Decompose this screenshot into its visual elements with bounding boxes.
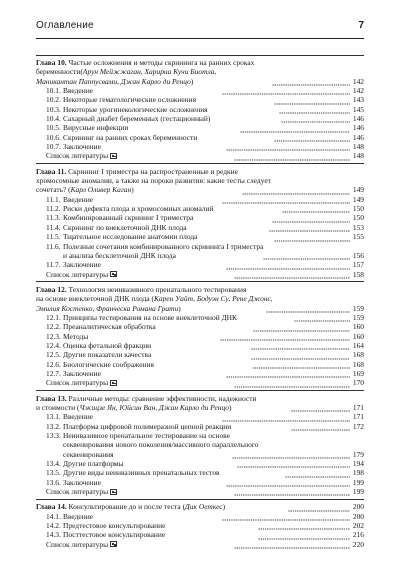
page-ref: 146 <box>352 114 365 124</box>
page-ref: 179 <box>352 449 365 459</box>
page-ref: 168 <box>352 359 365 369</box>
page-ref: 153 <box>352 222 365 232</box>
page-ref: 160 <box>352 322 364 332</box>
section-title: Биологические соображения <box>63 359 154 369</box>
toc-section-12-6[interactable] <box>36 360 364 369</box>
section-number: 10.3. <box>46 104 61 114</box>
toc-section-13-4[interactable] <box>36 459 364 468</box>
section-title: Вирусные инфекции <box>63 123 129 133</box>
page-ref: 171 <box>352 402 364 412</box>
chapter-title-text: Различные методы: сравнение эффективности, надежности <box>68 393 257 403</box>
toc-section-12-4[interactable] <box>36 341 364 350</box>
page-ref: 199 <box>352 487 365 497</box>
section-number: 11.5. <box>46 232 61 242</box>
dot-leader <box>274 135 350 142</box>
qr-code-icon <box>110 541 117 547</box>
authors-paren-open: ( <box>180 502 186 512</box>
toc-line-with-page <box>36 77 364 86</box>
toc-section-11-1[interactable] <box>36 195 364 204</box>
dot-leader <box>274 98 350 105</box>
chapter-authors-line <box>36 77 271 86</box>
section-body <box>63 242 364 261</box>
toc-section-10-3[interactable] <box>36 105 364 114</box>
dot-leader <box>294 315 350 322</box>
toc-section-10-4[interactable] <box>36 114 364 123</box>
section-number: 12.4. <box>46 340 61 350</box>
section-title: Другие платформы <box>63 459 124 469</box>
dot-leader <box>237 461 350 468</box>
dot-leader <box>222 88 350 95</box>
section-title: Тщательное исследование анатомии плода <box>63 232 198 242</box>
dot-leader <box>232 452 350 459</box>
page-ref: 198 <box>352 468 364 478</box>
chapter-authors: Эмилия Костенко, Франческа Романа Грати <box>36 303 179 313</box>
toc-section-10-7[interactable] <box>36 142 364 151</box>
dot-leader <box>266 306 350 313</box>
toc-section-12-1[interactable] <box>36 313 364 322</box>
page-ref: 160 <box>352 331 365 341</box>
toc-section-12-2[interactable] <box>36 322 364 331</box>
chapter-authors: Дик Оеткес <box>185 502 223 512</box>
page-ref: 156 <box>352 250 365 260</box>
authors-paren-close: ) <box>229 402 232 412</box>
authors-paren-open: ( <box>66 185 71 195</box>
section-title: Скрининг по внеклеточной ДНК плода <box>63 222 187 232</box>
section-number: 10.4. <box>46 114 61 124</box>
running-header <box>36 20 364 36</box>
page-ref: 157 <box>352 260 364 270</box>
dot-leader <box>242 188 350 195</box>
authors-paren-open: ( <box>149 294 154 304</box>
chapter-rule <box>36 390 364 391</box>
dot-leader <box>285 471 350 478</box>
dot-leader <box>258 523 350 530</box>
section-number: 12.6. <box>46 359 61 369</box>
section-title: Комбинированный скрининг I триместра <box>63 213 194 223</box>
section-title: Заключение <box>63 260 101 270</box>
references-label <box>46 540 233 549</box>
toc-section-13-1[interactable] <box>36 412 364 421</box>
qr-code-icon <box>110 153 117 159</box>
dot-leader <box>251 343 350 350</box>
chapter-label: Глава 13. <box>36 393 67 403</box>
dot-leader <box>282 206 350 213</box>
dot-leader <box>272 79 350 86</box>
page-ref: 150 <box>352 213 364 223</box>
dot-leader <box>234 489 350 496</box>
chapter-title-line <box>36 58 364 67</box>
toc-references-ch13[interactable] <box>36 487 364 496</box>
chapter-title-text: сочетать? <box>36 185 67 195</box>
section-title: Заключение <box>63 368 101 378</box>
section-title: Некоторые гематологические осложнения <box>63 95 197 105</box>
dot-leader <box>253 325 350 332</box>
dot-leader <box>226 144 350 151</box>
toc-section-13-6[interactable] <box>36 478 364 487</box>
section-number: 13.5. <box>46 468 61 478</box>
page-ref: 168 <box>352 350 365 360</box>
section-number: 14.2. <box>46 521 61 531</box>
toc-section-11-5[interactable] <box>36 232 364 241</box>
dot-leader <box>240 126 350 133</box>
toc-section-11-2[interactable] <box>36 204 364 213</box>
page-ref: 142 <box>352 76 364 86</box>
chapter-rule <box>36 499 364 500</box>
section-title: Некоторые урогинекологические осложнения <box>63 104 208 114</box>
page-ref: 159 <box>352 303 364 313</box>
chapter-title-wrap <box>36 294 364 303</box>
chapter-title-line <box>36 185 241 194</box>
chapter-title-text: Частые осложнения и методы скрининга на ранних сроках <box>68 57 255 67</box>
chapter-label: Глава 12. <box>36 284 67 294</box>
section-title-line: и анализа бесклеточной ДНК плода <box>63 250 176 260</box>
page-ref: 171 <box>352 412 365 422</box>
toc-section-10-5[interactable] <box>36 123 364 132</box>
toc-references-ch11[interactable] <box>36 270 364 279</box>
chapter-label: Глава 11. <box>36 166 67 176</box>
section-number: 11.3. <box>46 213 61 223</box>
toc-section-14-2[interactable] <box>36 521 364 530</box>
chapter-title-line <box>36 167 364 176</box>
toc-section-11-6[interactable] <box>36 242 364 261</box>
dot-leader <box>251 353 350 360</box>
section-title-line: Неинвазивное пренатальное тестирование на основе <box>63 431 230 440</box>
page-ref: 159 <box>352 312 364 322</box>
authors-paren-close: ) <box>222 502 226 512</box>
section-number: 12.1. <box>46 312 61 322</box>
toc-section-13-2[interactable] <box>36 422 364 431</box>
chapter-authors: Чжицзе Ян, Юйсин Ван, Джан Карло ди Ренцо <box>79 402 230 412</box>
references-label <box>46 270 233 279</box>
chapter-title-text: на основе внеклеточной ДНК плода <box>36 294 150 304</box>
chapter-title-text: хромосомные аномалии, а также на пороки развития: какие тесты следует <box>36 176 271 186</box>
chapter-title-wrap <box>36 67 364 76</box>
toc-line-with-page <box>36 502 364 511</box>
dot-leader <box>281 116 350 123</box>
section-number: 12.7. <box>46 368 61 378</box>
toc-line-with-page <box>36 185 364 194</box>
section-number: 12.2. <box>46 322 61 332</box>
dot-leader <box>226 480 350 487</box>
toc-section-14-1[interactable] <box>36 512 364 521</box>
section-number: 10.7. <box>46 142 61 152</box>
chapter-authors: Карл Оливер Каган <box>70 185 132 195</box>
toc-chapter-ch11[interactable] <box>36 167 364 279</box>
chapter-rule <box>36 163 364 164</box>
page-ref: 145 <box>352 104 365 114</box>
section-number: 10.6. <box>46 132 61 142</box>
chapter-title-text: беременности <box>36 67 81 77</box>
dot-leader <box>222 415 350 422</box>
dot-leader <box>234 542 350 549</box>
section-number: 13.2. <box>46 421 61 431</box>
page-ref: 164 <box>352 340 365 350</box>
chapter-title-line <box>36 294 273 303</box>
toc-line-with-page <box>36 403 364 412</box>
page-ref: 146 <box>352 123 365 133</box>
toc-section-13-5[interactable] <box>36 468 364 477</box>
dot-leader <box>274 235 350 242</box>
section-title-line: секвенирования нового поколения/массивного параллельного <box>63 440 259 450</box>
page-ref: 155 <box>352 232 364 242</box>
section-title: Введение <box>63 194 93 204</box>
toc-chapter-ch12[interactable] <box>36 285 364 388</box>
chapter-authors: Карен Уайт, Бодуэн Су, Рене Джонс, <box>153 294 273 304</box>
page-ref: 172 <box>352 421 365 431</box>
section-title: Сахарный диабет беременных (гестационный) <box>63 114 211 124</box>
chapter-rule <box>36 55 364 56</box>
section-title: Скрининг на ранних сроках беременности <box>63 132 198 142</box>
section-number: 11.1. <box>46 194 61 204</box>
section-number: 11.4. <box>46 222 61 232</box>
toc-section-12-3[interactable] <box>36 332 364 341</box>
chapter-title-line <box>36 176 364 185</box>
page-ref: 220 <box>352 539 365 549</box>
references-label <box>46 378 233 387</box>
section-number: 10.5. <box>46 123 61 133</box>
section-number: 10.1. <box>46 86 61 96</box>
page-ref: 149 <box>352 194 365 204</box>
dot-leader <box>220 334 350 341</box>
section-number: 13.1. <box>46 412 61 422</box>
section-title: Предтестовое консультирование <box>63 521 166 531</box>
section-title-line: Полезные сочетания комбинированного скрининга I триместра <box>63 241 264 251</box>
toc-chapter-ch14[interactable] <box>36 502 364 549</box>
page-number: 7 <box>358 20 364 31</box>
chapter-title-line <box>36 403 290 412</box>
page-ref: 202 <box>352 521 365 531</box>
toc-section-10-6[interactable] <box>36 133 364 142</box>
page-ref: 199 <box>352 477 364 487</box>
dot-leader <box>288 505 350 512</box>
toc-section-13-3[interactable] <box>36 431 364 459</box>
section-number: 14.3. <box>46 530 61 540</box>
qr-code-icon <box>110 380 117 386</box>
dot-leader <box>226 263 350 270</box>
qr-code-icon <box>110 489 117 495</box>
toc-section-11-3[interactable] <box>36 213 364 222</box>
toc-chapter-ch13[interactable] <box>36 394 364 497</box>
chapter-title-text: Технология неинвазивного пренатального тестирования <box>68 284 247 294</box>
toc-section-11-7[interactable] <box>36 260 364 269</box>
authors-paren-close: ) <box>131 185 134 195</box>
page-ref: 169 <box>352 368 364 378</box>
section-title: Принципы тестирования на основе внеклеточной ДНК <box>63 312 237 322</box>
chapter-title-text: и стоимости <box>36 402 76 412</box>
toc-references-ch14[interactable] <box>36 540 364 549</box>
page-ref: 146 <box>352 132 364 142</box>
authors-paren-open: ( <box>75 402 80 412</box>
dot-leader <box>258 533 350 540</box>
page-ref: 194 <box>352 459 365 469</box>
references-label <box>46 487 233 496</box>
page-ref: 149 <box>352 185 365 195</box>
chapter-title-line <box>36 502 287 511</box>
chapter-label: Глава 14. <box>36 502 67 512</box>
page-ref: 150 <box>352 204 365 214</box>
chapter-title-text: Скрининг I триместра на распространенные и редкие <box>68 166 238 176</box>
dot-leader <box>291 405 350 412</box>
dot-leader <box>272 216 350 223</box>
references-text: Список литературы <box>46 269 109 279</box>
toc-references-ch10[interactable] <box>36 151 364 160</box>
toc-section-10-2[interactable] <box>36 95 364 104</box>
page-ref: 148 <box>352 142 364 152</box>
page-ref: 148 <box>352 151 365 161</box>
section-title: Заключение <box>63 142 101 152</box>
dot-leader <box>252 362 350 369</box>
references-text: Список литературы <box>46 539 109 549</box>
section-number: 11.7. <box>46 260 61 270</box>
chapter-authors: Маникантан Паппусвами, Джан Карло ди Ренцо <box>36 76 191 86</box>
section-number: 11.6. <box>46 241 61 251</box>
authors-paren-open: ( <box>80 67 83 77</box>
toc-section-12-7[interactable] <box>36 369 364 378</box>
authors-paren-close: ) <box>190 76 194 86</box>
section-title: Введение <box>63 86 93 96</box>
references-text: Список литературы <box>46 378 109 388</box>
section-number: 12.3. <box>46 331 61 341</box>
references-label <box>46 151 233 160</box>
table-of-contents <box>36 52 364 550</box>
dot-leader <box>291 424 350 431</box>
toc-section-11-4[interactable] <box>36 223 364 232</box>
dot-leader <box>234 272 350 279</box>
section-title: Посттестовое консультирование <box>63 530 166 540</box>
chapter-authors-line <box>36 304 265 313</box>
chapter-rule <box>36 281 364 282</box>
chapter-title-text: Консультирование до и после теста <box>68 502 181 512</box>
section-title: Методы <box>63 331 89 341</box>
toc-references-ch12[interactable] <box>36 378 364 387</box>
running-header-title: Оглавление <box>36 20 94 31</box>
section-title: Оценка фетальной фракции <box>63 340 152 350</box>
section-title: Другие виды неинвазивных пренатальных тестов <box>63 468 220 478</box>
chapter-title-line <box>36 394 364 403</box>
section-title: Преаналитическая обработка <box>63 322 156 332</box>
section-number: 10.2. <box>46 95 61 105</box>
chapter-title-line <box>36 285 364 294</box>
section-number: 13.4. <box>46 459 61 469</box>
toc-section-10-1[interactable] <box>36 86 364 95</box>
page-ref: 142 <box>352 86 365 96</box>
section-title: Введение <box>63 412 93 422</box>
toc-line-with-page <box>36 304 364 313</box>
chapter-label: Глава 10. <box>36 57 67 67</box>
section-title: Платформа цифровой полимеразной цепной реакции <box>63 421 232 431</box>
dot-leader <box>234 154 350 161</box>
section-number: 11.2. <box>46 204 61 214</box>
section-number: 13.3. <box>46 431 61 440</box>
dot-leader <box>279 107 350 114</box>
section-title: Другие показатели качества <box>63 350 152 360</box>
section-title: Заключение <box>63 477 101 487</box>
toc-section-12-5[interactable] <box>36 350 364 359</box>
section-title: Риски дефекта плода и хромосомных аномалий <box>63 204 214 214</box>
page-ref: 170 <box>352 378 365 388</box>
toc-chapter-ch10[interactable] <box>36 58 364 161</box>
section-number: 14.1. <box>46 511 61 521</box>
page-ref: 200 <box>352 502 365 512</box>
header-rule <box>36 38 364 39</box>
page-ref: 143 <box>352 95 364 105</box>
qr-code-icon <box>110 271 117 277</box>
section-number: 12.5. <box>46 350 61 360</box>
page-ref: 216 <box>352 530 365 540</box>
page-ref: 200 <box>352 511 365 521</box>
dot-leader <box>234 381 350 388</box>
dot-leader <box>226 371 350 378</box>
chapter-title-line <box>36 67 216 76</box>
references-text: Список литературы <box>46 487 109 497</box>
page-ref: 158 <box>352 269 365 279</box>
toc-line-with-page <box>63 251 364 260</box>
dot-leader <box>222 197 350 204</box>
dot-leader <box>263 253 350 260</box>
toc-line-with-page <box>63 450 364 459</box>
dot-leader <box>269 225 350 232</box>
toc-section-14-3[interactable] <box>36 530 364 539</box>
section-body <box>63 431 364 459</box>
section-title: Введение <box>63 511 93 521</box>
authors-paren-close: ) <box>178 303 181 313</box>
section-title-line: секвенирования <box>63 449 114 459</box>
dot-leader <box>222 514 350 521</box>
references-text: Список литературы <box>46 151 109 161</box>
chapter-authors: Арун Мейжжаган, Харириа Кучи Биотла, <box>82 67 217 77</box>
section-number: 13.6. <box>46 477 61 487</box>
